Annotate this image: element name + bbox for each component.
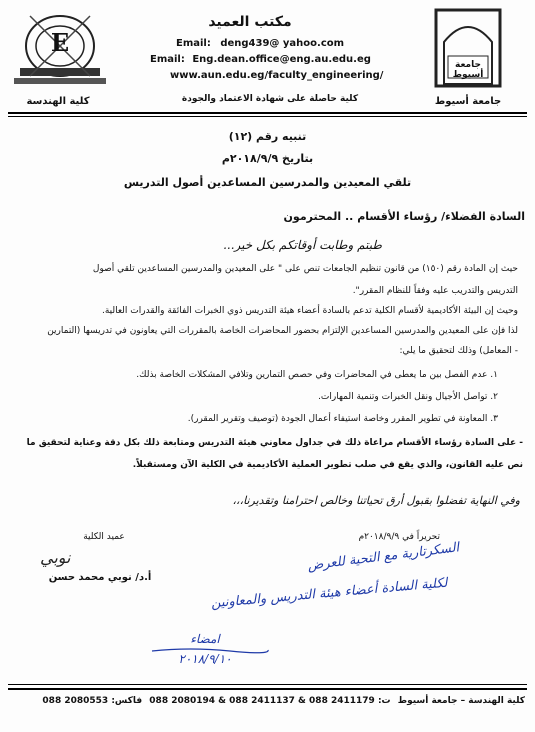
university-logo (418, 6, 518, 90)
office-title: مكتب العميد (208, 14, 292, 30)
university-name: جامعة أسيوط (434, 96, 502, 107)
university-logo-text: جامعة أسيوط (452, 60, 484, 80)
closing: وفي النهاية تفضلوا بقبول أرق تحياتنا وخالص احترامنا وتقديرنا،،، (232, 494, 520, 507)
accreditation-note: كلية حاصلة على شهادة الاعتماد والجودة (181, 94, 359, 104)
directive-line-2: نص عليه القانون، والذي يقع في صلب تطوير العملية الأكاديمية في الكلية الآن ومستقبلاً. (132, 460, 523, 470)
paragraph-1-line-1: حيث إن المادة رقم (١٥٠) من قانون تنظيم الجامعات تنص على " على المعيدين والمدرسين المساعدين تلقي أصول (92, 264, 518, 274)
footer-fax-label: فاكس: (111, 696, 143, 706)
addressee: السادة الفضلاء/ رؤساء الأقسام .. المحترمون (283, 210, 525, 223)
footer-phones: 088 2080194 & 088 2411137 & 088 2411179 (149, 696, 375, 706)
faculty-name: كلية الهندسة (26, 96, 90, 107)
dean-handwritten-signature: نوبي (40, 548, 71, 567)
footer-rule-thin (8, 684, 527, 685)
email-label-1: Email: (176, 38, 211, 49)
faculty-logo (10, 6, 110, 94)
handwritten-note-line-2: لكلية السادة أعضاء هيئة التدريس والمعاونين (210, 575, 449, 612)
footer-rule-thick (8, 688, 527, 690)
footer-faculty: كلية الهندسة (468, 696, 525, 706)
written-on: تحريراً في ٢٠١٨/٩/٩م (358, 532, 440, 542)
email-line-2 (150, 54, 420, 65)
directive-line-1: - على السادة رؤساء الأقسام مراعاة ذلك في جداول معاوني هيئة التدريس ومتابعة ذلك بكل دقة وعناية لتحقيق ما (26, 438, 523, 448)
email-address-1[interactable]: deng439@ yahoo.com (220, 38, 345, 49)
list-item: ٢. تواصل الأجيال ونقل الخبرات وتنمية المهارات. (318, 392, 498, 402)
notice-date: بتاريخ ٢٠١٨/٩/٩م (221, 152, 314, 165)
paragraph-1-line-2: التدريس والتدريب عليه وفقاً للنظام المقرر". (352, 286, 518, 296)
dean-name: أ.د/ نوبي محمد حسن (48, 572, 152, 583)
footer-contact (10, 696, 525, 706)
handwritten-note-line-3: امضاء (190, 632, 220, 646)
footer-fax: 088 2080553 (42, 696, 109, 706)
email-address-2[interactable]: Eng.dean.office@eng.au.edu.eg (192, 54, 371, 65)
footer-phone-label: ت: (377, 696, 391, 706)
list-item: ٣. المعاونة في تطوير المقرر وخاصة استيفاء أعمال الجودة (توصيف وتقرير المقرر). (187, 414, 498, 424)
header-rule-thin (8, 116, 527, 117)
handwritten-note-line-4: ٢٠١٨/٩/١٠ (178, 652, 232, 666)
paragraph-3-line-1: لذا فإن على المعيدين والمدرسين المساعدين الإلتزام بحضور المحاضرات الخاصة بالمقررات التي يعاونون في تدريسها (التمارين (47, 326, 518, 336)
handwritten-note-line-1: السكرتارية مع التحية للعرض (306, 540, 460, 574)
greeting: طبتم وطابت أوقاتكم بكل خير... (223, 238, 382, 252)
paragraph-2: وحيث إن البيئة الأكاديمية لأقسام الكلية تدعم بالسادة أعضاء هيئة التدريس ذوي الخبرات الفائقة والقدرات العالية. (101, 306, 518, 316)
faculty-logo-letter: E (50, 28, 70, 57)
website-link[interactable]: www.aun.edu.eg/faculty_engineering/ (170, 70, 384, 81)
email-label-2: Email: (150, 54, 185, 65)
notice-number: تنبيه رقم (١٢) (228, 130, 307, 143)
header-rule-thick (8, 112, 527, 114)
dean-title: عميد الكلية (83, 532, 125, 542)
handwritten-underline (150, 646, 270, 656)
footer-separator: – (457, 696, 466, 706)
email-line-1 (176, 38, 416, 49)
notice-subject: تلقي المعيدين والمدرسين المساعدين أصول التدريس (123, 176, 412, 189)
footer-university: جامعة أسيوط (397, 696, 458, 706)
list-item: ١. عدم الفصل بين ما يعطى في المحاضرات وفي حصص التمارين وتلافي المشكلات الخاصة بذلك. (136, 370, 498, 380)
paragraph-3-line-2: - المعامل) وذلك لتحقيق ما يلي: (399, 346, 518, 356)
